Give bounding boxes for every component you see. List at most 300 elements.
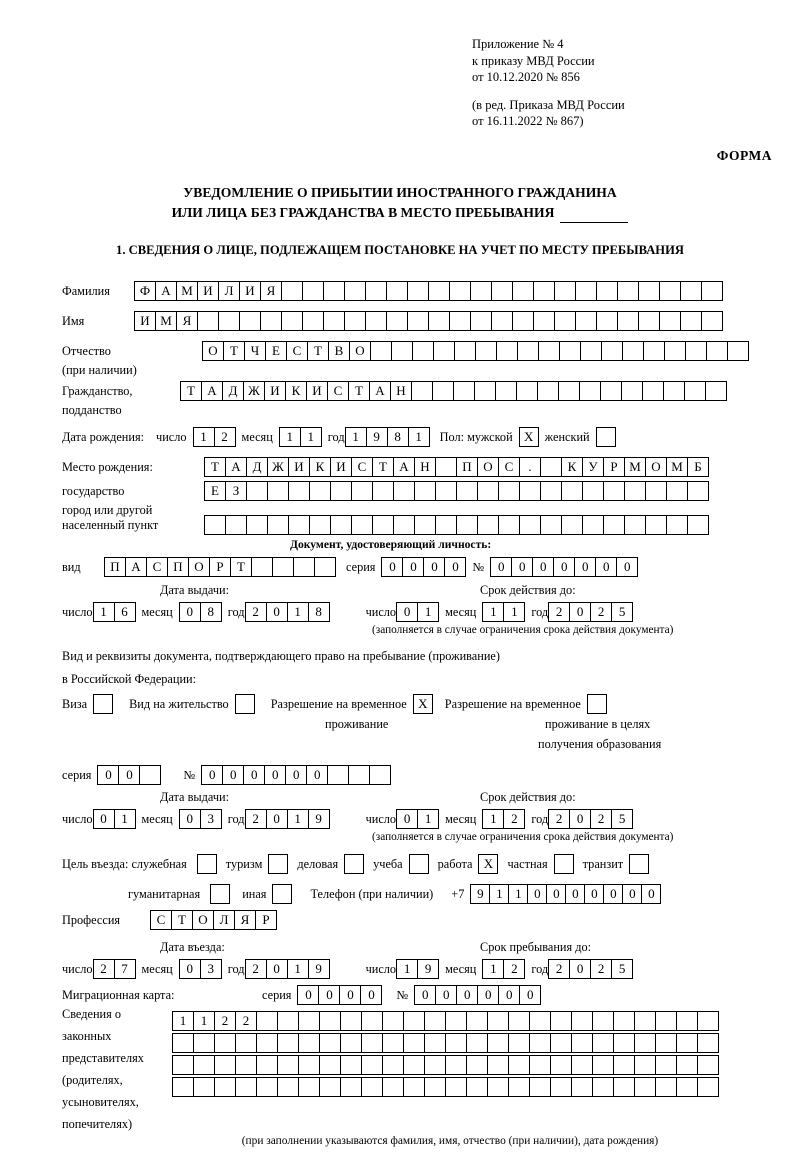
cell[interactable] — [403, 1055, 425, 1075]
cell[interactable] — [575, 281, 597, 301]
cell[interactable] — [496, 341, 518, 361]
cell[interactable] — [687, 515, 709, 535]
cell[interactable]: 2 — [214, 1011, 236, 1031]
cell[interactable]: Н — [414, 457, 436, 477]
cell[interactable] — [617, 281, 639, 301]
cell[interactable] — [550, 1011, 572, 1031]
cell[interactable]: 0 — [641, 884, 661, 904]
cell[interactable]: 0 — [179, 959, 201, 979]
cell[interactable] — [659, 311, 681, 331]
surname-input[interactable] — [134, 281, 723, 301]
cell[interactable]: Н — [390, 381, 412, 401]
cell[interactable] — [172, 1033, 194, 1053]
purpose-transit-checkbox[interactable] — [629, 854, 649, 874]
cell[interactable]: 1 — [489, 884, 509, 904]
cell[interactable]: 7 — [114, 959, 136, 979]
cell[interactable] — [592, 1011, 614, 1031]
cell[interactable] — [512, 281, 534, 301]
cell[interactable] — [687, 481, 709, 501]
cell[interactable] — [372, 481, 394, 501]
cell[interactable]: 0 — [402, 557, 424, 577]
birth-year-input[interactable] — [345, 427, 430, 447]
cell[interactable]: 1 — [482, 809, 504, 829]
cell[interactable]: Ж — [243, 381, 265, 401]
cell[interactable] — [508, 1033, 530, 1053]
cell[interactable] — [491, 311, 513, 331]
permit-valid-month-input[interactable] — [482, 809, 525, 829]
cell[interactable] — [424, 1077, 446, 1097]
cell[interactable]: 0 — [93, 809, 115, 829]
cell[interactable] — [260, 311, 282, 331]
cell[interactable] — [172, 1077, 194, 1097]
cell[interactable]: Я — [260, 281, 282, 301]
cell[interactable]: И — [197, 281, 219, 301]
purpose-private-checkbox[interactable] — [554, 854, 574, 874]
cell[interactable] — [330, 481, 352, 501]
cell[interactable]: Л — [218, 281, 240, 301]
cell[interactable] — [386, 311, 408, 331]
cell[interactable] — [449, 311, 471, 331]
cell[interactable] — [466, 1011, 488, 1031]
cell[interactable] — [466, 1055, 488, 1075]
cell[interactable] — [277, 1055, 299, 1075]
edu-residence-checkbox[interactable] — [587, 694, 607, 714]
cell[interactable] — [498, 515, 520, 535]
permit-valid-day-input[interactable] — [396, 809, 439, 829]
cell[interactable]: 2 — [548, 809, 570, 829]
cell[interactable]: 0 — [318, 985, 340, 1005]
cell[interactable] — [298, 1077, 320, 1097]
cell[interactable]: 0 — [243, 765, 265, 785]
cell[interactable] — [403, 1033, 425, 1053]
cell[interactable]: 1 — [172, 1011, 194, 1031]
cell[interactable] — [466, 1033, 488, 1053]
cell[interactable] — [256, 1077, 278, 1097]
cell[interactable] — [246, 481, 268, 501]
cell[interactable]: 0 — [435, 985, 457, 1005]
cell[interactable] — [529, 1055, 551, 1075]
cell[interactable] — [697, 1055, 719, 1075]
cell[interactable] — [655, 1033, 677, 1053]
cell[interactable]: 0 — [118, 765, 140, 785]
cell[interactable]: 5 — [611, 602, 633, 622]
cell[interactable] — [428, 311, 450, 331]
cell[interactable]: Е — [265, 341, 287, 361]
cell[interactable]: 6 — [114, 602, 136, 622]
cell[interactable] — [705, 381, 727, 401]
cell[interactable] — [571, 1033, 593, 1053]
cell[interactable] — [638, 311, 660, 331]
cell[interactable] — [540, 515, 562, 535]
cell[interactable]: И — [330, 457, 352, 477]
cell[interactable]: Ж — [267, 457, 289, 477]
cell[interactable] — [323, 281, 345, 301]
cell[interactable] — [391, 341, 413, 361]
cell[interactable]: И — [239, 281, 261, 301]
cell[interactable] — [517, 341, 539, 361]
cell[interactable] — [288, 515, 310, 535]
cell[interactable] — [139, 765, 161, 785]
cell[interactable] — [361, 1055, 383, 1075]
temp-residence-checkbox[interactable]: Х — [413, 694, 433, 714]
purpose-humanitarian-checkbox[interactable] — [210, 884, 230, 904]
permit-series-input[interactable] — [97, 765, 161, 785]
cell[interactable]: Р — [209, 557, 231, 577]
cell[interactable]: 0 — [569, 959, 591, 979]
doc-valid-day-input[interactable] — [396, 602, 439, 622]
cell[interactable]: 0 — [553, 557, 575, 577]
cell[interactable] — [554, 311, 576, 331]
cell[interactable] — [435, 481, 457, 501]
cell[interactable] — [204, 515, 226, 535]
cell[interactable] — [407, 311, 429, 331]
cell[interactable]: 9 — [366, 427, 388, 447]
cell[interactable] — [424, 1011, 446, 1031]
cell[interactable] — [533, 281, 555, 301]
cell[interactable] — [634, 1033, 656, 1053]
cell[interactable] — [642, 381, 664, 401]
cell[interactable] — [592, 1033, 614, 1053]
cell[interactable] — [456, 515, 478, 535]
cell[interactable]: О — [188, 557, 210, 577]
cell[interactable] — [685, 341, 707, 361]
cell[interactable] — [582, 515, 604, 535]
cell[interactable] — [558, 381, 580, 401]
cell[interactable] — [487, 1011, 509, 1031]
citizenship-input[interactable] — [180, 381, 727, 401]
cell[interactable]: 0 — [360, 985, 382, 1005]
cell[interactable] — [365, 281, 387, 301]
cell[interactable] — [382, 1055, 404, 1075]
cell[interactable] — [319, 1077, 341, 1097]
migration-series-input[interactable] — [297, 985, 382, 1005]
cell[interactable]: 8 — [387, 427, 409, 447]
cell[interactable] — [680, 311, 702, 331]
stay-day-input[interactable] — [396, 959, 439, 979]
cell[interactable] — [470, 311, 492, 331]
cell[interactable] — [361, 1033, 383, 1053]
cell[interactable] — [267, 481, 289, 501]
cell[interactable] — [428, 281, 450, 301]
cell[interactable] — [571, 1055, 593, 1075]
cell[interactable]: 2 — [93, 959, 115, 979]
cell[interactable]: Б — [687, 457, 709, 477]
cell[interactable] — [533, 311, 555, 331]
cell[interactable]: 9 — [308, 959, 330, 979]
cell[interactable]: С — [146, 557, 168, 577]
cell[interactable] — [344, 311, 366, 331]
sex-female-checkbox[interactable] — [596, 427, 616, 447]
cell[interactable]: Д — [222, 381, 244, 401]
birthplace-line-2-input[interactable] — [204, 481, 709, 501]
cell[interactable] — [277, 1011, 299, 1031]
cell[interactable] — [582, 481, 604, 501]
cell[interactable] — [508, 1011, 530, 1031]
cell[interactable]: Л — [213, 910, 235, 930]
cell[interactable] — [197, 311, 219, 331]
cell[interactable]: 0 — [381, 557, 403, 577]
cell[interactable] — [634, 1011, 656, 1031]
cell[interactable] — [344, 281, 366, 301]
cell[interactable]: 1 — [193, 1011, 215, 1031]
doc-valid-month-input[interactable] — [482, 602, 525, 622]
cell[interactable] — [424, 1055, 446, 1075]
cell[interactable]: 1 — [279, 427, 301, 447]
cell[interactable] — [638, 281, 660, 301]
cell[interactable] — [512, 311, 534, 331]
cell[interactable]: 0 — [565, 884, 585, 904]
cell[interactable]: 0 — [396, 809, 418, 829]
cell[interactable] — [369, 765, 391, 785]
cell[interactable]: Я — [234, 910, 256, 930]
cell[interactable]: 1 — [508, 884, 528, 904]
cell[interactable]: 0 — [444, 557, 466, 577]
cell[interactable] — [225, 515, 247, 535]
cell[interactable] — [277, 1077, 299, 1097]
cell[interactable] — [256, 1011, 278, 1031]
doc-issue-day-input[interactable] — [93, 602, 136, 622]
cell[interactable] — [697, 1033, 719, 1053]
cell[interactable]: 5 — [611, 809, 633, 829]
cell[interactable]: П — [456, 457, 478, 477]
legal-rep-input-4[interactable] — [172, 1077, 719, 1097]
cell[interactable]: 1 — [114, 809, 136, 829]
cell[interactable]: 1 — [396, 959, 418, 979]
cell[interactable] — [508, 1055, 530, 1075]
stay-month-input[interactable] — [482, 959, 525, 979]
cell[interactable]: С — [327, 381, 349, 401]
cell[interactable]: 1 — [408, 427, 430, 447]
entry-year-input[interactable] — [245, 959, 330, 979]
cell[interactable]: 2 — [245, 809, 267, 829]
cell[interactable] — [666, 481, 688, 501]
cell[interactable]: П — [167, 557, 189, 577]
cell[interactable]: 0 — [456, 985, 478, 1005]
cell[interactable]: А — [201, 381, 223, 401]
cell[interactable] — [676, 1033, 698, 1053]
cell[interactable]: О — [349, 341, 371, 361]
doc-issue-month-input[interactable] — [179, 602, 222, 622]
cell[interactable]: Д — [246, 457, 268, 477]
cell[interactable]: 0 — [616, 557, 638, 577]
cell[interactable] — [445, 1055, 467, 1075]
cell[interactable]: М — [624, 457, 646, 477]
cell[interactable] — [495, 381, 517, 401]
cell[interactable] — [445, 1011, 467, 1031]
cell[interactable]: 0 — [569, 809, 591, 829]
cell[interactable]: И — [264, 381, 286, 401]
cell[interactable] — [561, 515, 583, 535]
cell[interactable] — [382, 1077, 404, 1097]
cell[interactable] — [319, 1055, 341, 1075]
cell[interactable] — [519, 481, 541, 501]
cell[interactable] — [193, 1077, 215, 1097]
cell[interactable] — [449, 281, 471, 301]
cell[interactable] — [601, 341, 623, 361]
cell[interactable]: 2 — [503, 959, 525, 979]
cell[interactable] — [361, 1011, 383, 1031]
cell[interactable] — [538, 341, 560, 361]
name-input[interactable] — [134, 311, 723, 331]
cell[interactable]: С — [351, 457, 373, 477]
cell[interactable] — [424, 1033, 446, 1053]
cell[interactable]: И — [288, 457, 310, 477]
cell[interactable] — [613, 1077, 635, 1097]
cell[interactable] — [288, 481, 310, 501]
cell[interactable] — [592, 1055, 614, 1075]
cell[interactable] — [519, 515, 541, 535]
purpose-other-checkbox[interactable] — [272, 884, 292, 904]
legal-rep-input-2[interactable] — [172, 1033, 719, 1053]
doc-kind-input[interactable] — [104, 557, 336, 577]
cell[interactable] — [666, 515, 688, 535]
cell[interactable] — [340, 1077, 362, 1097]
cell[interactable] — [498, 481, 520, 501]
permit-issue-year-input[interactable] — [245, 809, 330, 829]
cell[interactable] — [663, 381, 685, 401]
cell[interactable]: 1 — [417, 809, 439, 829]
cell[interactable]: 3 — [200, 809, 222, 829]
cell[interactable] — [621, 381, 643, 401]
cell[interactable] — [386, 281, 408, 301]
cell[interactable]: 1 — [93, 602, 115, 622]
cell[interactable] — [603, 515, 625, 535]
cell[interactable] — [613, 1033, 635, 1053]
permit-issue-month-input[interactable] — [179, 809, 222, 829]
cell[interactable] — [655, 1011, 677, 1031]
cell[interactable] — [432, 381, 454, 401]
cell[interactable]: 1 — [503, 602, 525, 622]
cell[interactable] — [697, 1011, 719, 1031]
cell[interactable] — [193, 1055, 215, 1075]
cell[interactable]: Т — [171, 910, 193, 930]
residence-permit-checkbox[interactable] — [235, 694, 255, 714]
migration-number-input[interactable] — [414, 985, 541, 1005]
cell[interactable] — [319, 1011, 341, 1031]
cell[interactable]: А — [125, 557, 147, 577]
cell[interactable] — [655, 1055, 677, 1075]
cell[interactable] — [403, 1011, 425, 1031]
cell[interactable] — [477, 481, 499, 501]
cell[interactable] — [340, 1011, 362, 1031]
cell[interactable] — [664, 341, 686, 361]
cell[interactable] — [603, 481, 625, 501]
cell[interactable]: И — [134, 311, 156, 331]
cell[interactable] — [298, 1011, 320, 1031]
cell[interactable]: 2 — [590, 959, 612, 979]
cell[interactable] — [596, 311, 618, 331]
cell[interactable]: С — [498, 457, 520, 477]
cell[interactable]: 0 — [477, 985, 499, 1005]
cell[interactable]: О — [645, 457, 667, 477]
cell[interactable]: 2 — [548, 959, 570, 979]
cell[interactable] — [508, 1077, 530, 1097]
cell[interactable]: 0 — [532, 557, 554, 577]
cell[interactable] — [613, 1055, 635, 1075]
visa-checkbox[interactable] — [93, 694, 113, 714]
cell[interactable] — [309, 515, 331, 535]
cell[interactable]: А — [225, 457, 247, 477]
cell[interactable]: 2 — [590, 809, 612, 829]
cell[interactable] — [382, 1033, 404, 1053]
purpose-tourism-checkbox[interactable] — [268, 854, 288, 874]
cell[interactable]: 2 — [503, 809, 525, 829]
cell[interactable] — [561, 481, 583, 501]
cell[interactable] — [659, 281, 681, 301]
cell[interactable]: 3 — [200, 959, 222, 979]
cell[interactable] — [435, 515, 457, 535]
cell[interactable]: 0 — [584, 884, 604, 904]
cell[interactable] — [537, 381, 559, 401]
cell[interactable]: 0 — [285, 765, 307, 785]
cell[interactable] — [540, 457, 562, 477]
cell[interactable]: 0 — [396, 602, 418, 622]
cell[interactable] — [214, 1077, 236, 1097]
cell[interactable] — [330, 515, 352, 535]
cell[interactable] — [680, 281, 702, 301]
cell[interactable] — [571, 1011, 593, 1031]
doc-valid-year-input[interactable] — [548, 602, 633, 622]
cell[interactable] — [239, 311, 261, 331]
cell[interactable] — [293, 557, 315, 577]
cell[interactable] — [193, 1033, 215, 1053]
cell[interactable]: Т — [307, 341, 329, 361]
cell[interactable] — [624, 515, 646, 535]
cell[interactable]: 9 — [470, 884, 490, 904]
cell[interactable]: 0 — [266, 809, 288, 829]
cell[interactable] — [445, 1033, 467, 1053]
cell[interactable]: 0 — [527, 884, 547, 904]
cell[interactable] — [365, 311, 387, 331]
cell[interactable] — [251, 557, 273, 577]
cell[interactable] — [600, 381, 622, 401]
cell[interactable] — [596, 281, 618, 301]
cell[interactable]: 1 — [482, 602, 504, 622]
cell[interactable] — [579, 381, 601, 401]
cell[interactable]: М — [155, 311, 177, 331]
cell[interactable] — [433, 341, 455, 361]
cell[interactable] — [340, 1055, 362, 1075]
cell[interactable] — [319, 1033, 341, 1053]
cell[interactable]: 0 — [222, 765, 244, 785]
cell[interactable]: М — [666, 457, 688, 477]
cell[interactable]: О — [192, 910, 214, 930]
cell[interactable] — [571, 1077, 593, 1097]
cell[interactable] — [277, 1033, 299, 1053]
cell[interactable]: 0 — [574, 557, 596, 577]
cell[interactable] — [314, 557, 336, 577]
cell[interactable]: 9 — [417, 959, 439, 979]
cell[interactable]: Т — [372, 457, 394, 477]
cell[interactable] — [411, 381, 433, 401]
cell[interactable]: К — [309, 457, 331, 477]
cell[interactable]: 0 — [266, 602, 288, 622]
cell[interactable] — [634, 1077, 656, 1097]
cell[interactable] — [676, 1011, 698, 1031]
cell[interactable] — [470, 281, 492, 301]
birthplace-line-1-input[interactable] — [204, 457, 709, 477]
cell[interactable]: 1 — [482, 959, 504, 979]
cell[interactable] — [361, 1077, 383, 1097]
cell[interactable]: Р — [603, 457, 625, 477]
cell[interactable]: 0 — [546, 884, 566, 904]
birthplace-line-3-input[interactable] — [204, 515, 709, 535]
cell[interactable] — [487, 1033, 509, 1053]
cell[interactable]: З — [225, 481, 247, 501]
cell[interactable]: 0 — [414, 985, 436, 1005]
cell[interactable] — [454, 341, 476, 361]
cell[interactable] — [645, 481, 667, 501]
